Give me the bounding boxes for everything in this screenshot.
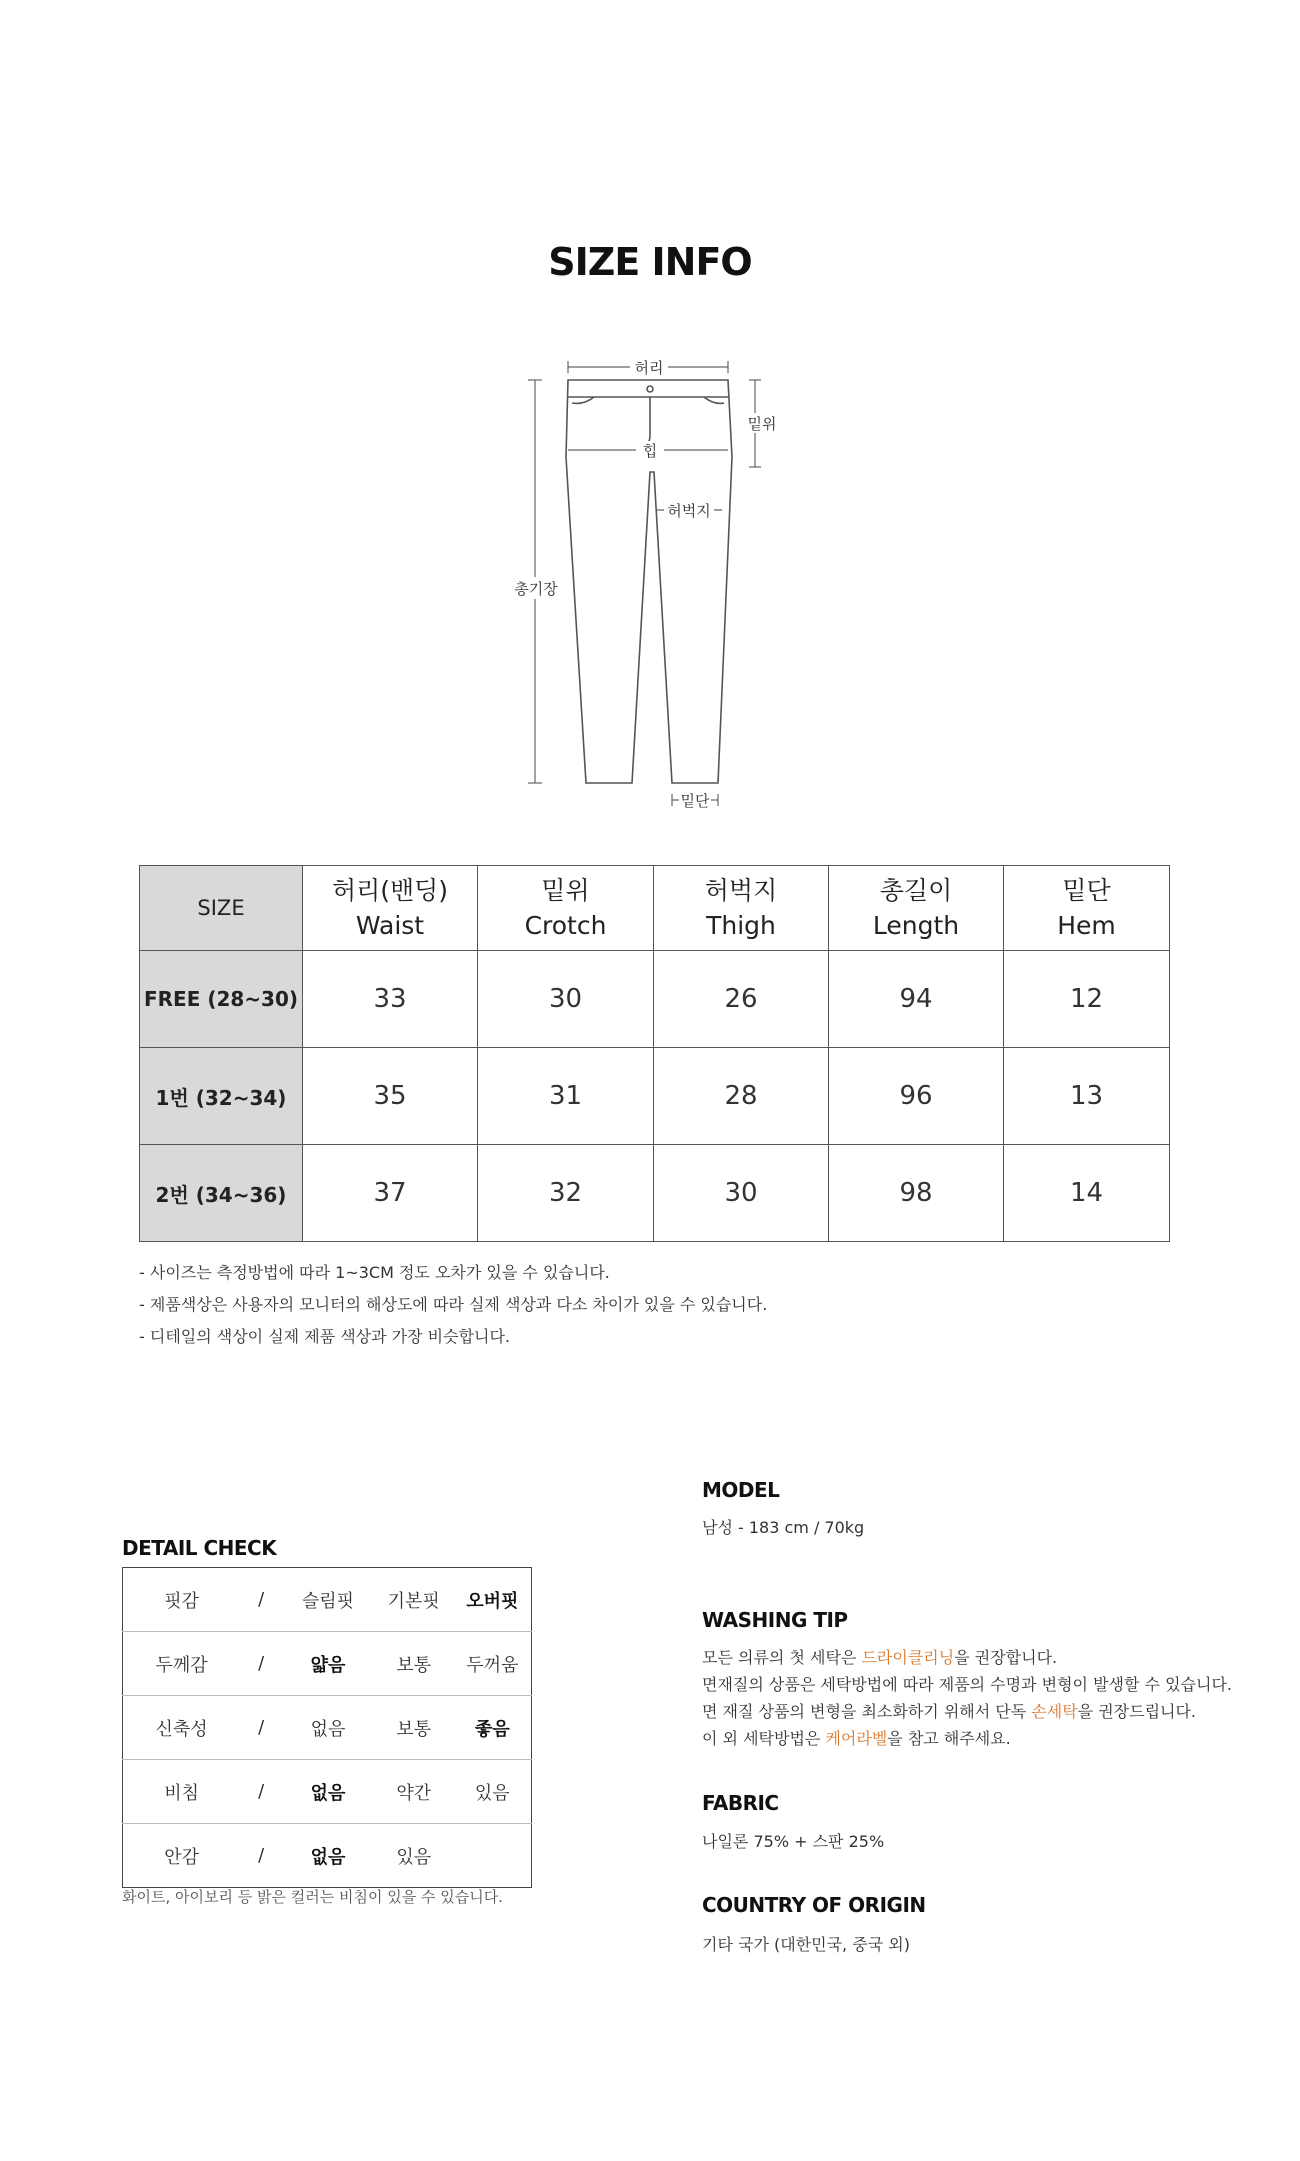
detail-option: 보통 [374,1696,454,1760]
detail-check-note: 화이트, 아이보리 등 밝은 컬러는 비침이 있을 수 있습니다. [122,1888,503,1906]
table-row [140,1048,1170,1145]
detail-label: 신축성 [123,1696,241,1760]
table-cell: 96 [829,1048,1004,1145]
size-table [139,865,1170,1242]
detail-option-selected: 오버핏 [454,1568,532,1632]
washing-tip-text [702,1644,1232,1752]
table-cell: 33 [303,951,478,1048]
detail-option [454,1824,532,1888]
col-header-thigh: 허벅지 Thigh [654,866,829,951]
detail-label: 두께감 [123,1632,241,1696]
table-cell: 13 [1004,1048,1170,1145]
detail-row-stretch [123,1696,532,1760]
table-cell: 12 [1004,951,1170,1048]
detail-option-selected: 없음 [310,1846,346,1868]
table-cell: 30 [654,1145,829,1242]
detail-option: 없음 [282,1696,374,1760]
washing-line-2: 면재질의 상품은 세탁방법에 따라 제품의 수명과 변형이 발생할 수 있습니다. [702,1675,1232,1694]
detail-separator: / [258,1845,265,1866]
row-size-label: FREE (28~30) [140,951,303,1048]
table-row [140,1145,1170,1242]
note-line: - 사이즈는 측정방법에 따라 1~3CM 정도 오차가 있을 수 있습니다. [139,1263,610,1282]
page-title: SIZE INFO [548,240,752,284]
detail-separator: / [240,1760,282,1824]
pants-diagram [490,345,810,815]
accent-text: 드라이클리닝 [861,1648,955,1667]
detail-row-lining [123,1824,532,1888]
detail-option-selected: 없음 [282,1760,374,1824]
detail-row-sheerness [123,1760,532,1824]
table-cell: 94 [829,951,1004,1048]
model-title: MODEL [702,1478,780,1502]
detail-option: 보통 [374,1632,454,1696]
origin-title: COUNTRY OF ORIGIN [702,1893,926,1917]
table-cell: 26 [654,951,829,1048]
washing-line-1: 모든 의류의 첫 세탁은 드라이클리닝을 권장합니다. [702,1648,1058,1667]
note-line: - 제품색상은 사용자의 모니터의 해상도에 따라 실제 색상과 다소 차이가 있을 수 있습니다. [139,1295,768,1314]
waist-label: 허리 [634,359,664,377]
model-text: 남성 - 183 cm / 70kg [702,1518,865,1537]
col-header-crotch: 밑위 Crotch [478,866,654,951]
detail-separator: / [240,1632,282,1696]
washing-line-3: 면 재질 상품의 변형을 최소화하기 위해서 단독 손세탁을 권장드립니다. [702,1702,1197,1721]
fabric-title: FABRIC [702,1791,779,1815]
row-size-label: 2번 (34~36) [140,1145,303,1242]
detail-check-title: DETAIL CHECK [122,1536,277,1560]
washing-tip-title: WASHING TIP [702,1608,848,1632]
table-cell: 32 [478,1145,654,1242]
hip-label: 힙 [642,442,658,460]
table-cell: 37 [303,1145,478,1242]
detail-separator: / [240,1568,282,1632]
rise-label: 밑위 [747,415,777,433]
detail-option: 슬림핏 [282,1568,374,1632]
row-size-label: 1번 (32~34) [140,1048,303,1145]
table-cell: 98 [829,1145,1004,1242]
left-pocket [572,397,594,403]
size-table-header [140,866,1170,951]
right-pocket [704,397,724,403]
detail-option: 있음 [396,1846,432,1868]
detail-option: 기본핏 [374,1568,454,1632]
fabric-text: 나일론 75% + 스판 25% [702,1832,885,1851]
thigh-label: 허벅지 [667,502,711,520]
detail-label: 안감 [164,1846,199,1868]
col-header-length: 총길이 Length [829,866,1004,951]
table-cell: 31 [478,1048,654,1145]
accent-text: 손세탁 [1031,1702,1078,1721]
washing-line-4: 이 외 세탁방법은 케어라벨을 참고 해주세요. [702,1729,1011,1748]
detail-option-selected: 좋음 [454,1696,532,1760]
detail-check-table [122,1567,532,1888]
table-cell: 28 [654,1048,829,1145]
col-header-waist: 허리(밴딩) Waist [303,866,478,951]
length-label: 총기장 [514,580,558,598]
detail-label: 핏감 [123,1568,241,1632]
table-row [140,951,1170,1048]
table-cell: 30 [478,951,654,1048]
col-header-hem: 밑단 Hem [1004,866,1170,951]
size-header: SIZE [140,866,303,951]
button [647,386,653,392]
detail-label: 비침 [123,1760,241,1824]
detail-row-fit [123,1568,532,1632]
detail-option: 있음 [454,1760,532,1824]
origin-text: 기타 국가 (대한민국, 중국 외) [702,1935,910,1954]
detail-row-thickness [123,1632,532,1696]
table-cell: 14 [1004,1145,1170,1242]
hem-label: 밑단 [680,792,710,810]
note-line: - 디테일의 색상이 실제 제품 색상과 가장 비슷합니다. [139,1327,511,1346]
detail-option: 약간 [374,1760,454,1824]
detail-option: 두꺼움 [454,1632,532,1696]
detail-separator: / [240,1696,282,1760]
size-notes [139,1257,767,1353]
accent-text: 케어라벨 [825,1729,888,1748]
table-cell: 35 [303,1048,478,1145]
detail-option-selected: 얇음 [282,1632,374,1696]
